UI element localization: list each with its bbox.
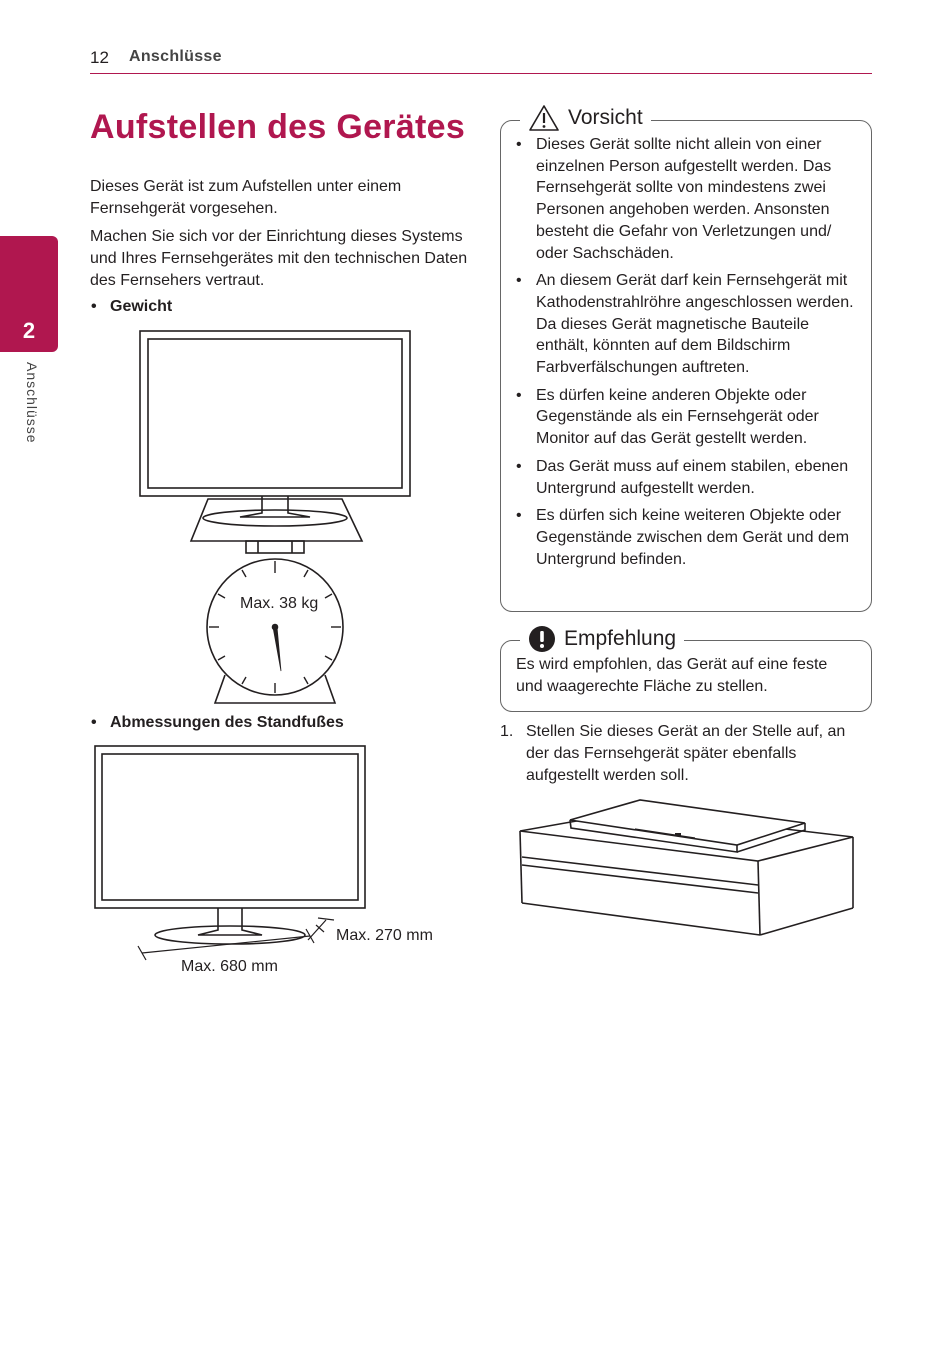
caution-item: • Es dürfen keine anderen Objekte oder Gegenstände als ein Fernsehgerät oder Monitor auf das Gerät gestellt werden. (516, 385, 860, 450)
recommendation-heading-group (520, 624, 684, 654)
bullet-stand-dimensions: • Abmessungen des Standfußes (91, 714, 344, 732)
tv-screen (102, 754, 358, 900)
side-tab-number: 2 (22, 318, 36, 343)
step-item (500, 721, 870, 787)
warning-triangle-icon (528, 104, 560, 132)
side-tab-label: Anschlüsse (24, 362, 40, 444)
step-number: 1. (500, 723, 514, 740)
caution-list (516, 134, 860, 576)
max-weight-label: Max. 38 kg (240, 595, 319, 612)
tv-on-scale-illustration (130, 325, 420, 710)
page-number: 12 (90, 48, 109, 67)
caution-item: • Es dürfen sich keine weiteren Objekte oder Gegenstände zwischen dem Gerät und dem Untergrund befinden. (516, 505, 860, 570)
tv-frame (140, 331, 410, 496)
step-text: Stellen Sie dieses Gerät an der Stelle auf, an der das Fernsehgerät später ebenfalls aufgestellt werden soll. (526, 723, 846, 784)
caution-item: • An diesem Gerät darf kein Fernsehgerät mit Kathodenstrahlröhre angeschlossen werden. Da dieses Gerät magnetische Bauteile enthält, könnten auf dem Bildschirm Farbverfälschungen auftreten. (516, 270, 860, 379)
intro-paragraph: Machen Sie sich vor der Einrichtung dieses Systems und Ihres Fernsehgerätes mit den technischen Daten des Fernsehers vertraut. (90, 228, 468, 289)
recommendation-text: Es wird empfohlen, das Gerät auf eine feste und waagerechte Fläche zu stellen. (516, 656, 828, 695)
max-depth-label: Max. 270 mm (336, 927, 433, 944)
header-rule (90, 73, 872, 74)
caution-heading: Vorsicht (568, 106, 643, 129)
device-on-furniture-illustration (515, 795, 860, 945)
intro-paragraph: Dieses Gerät ist zum Aufstellen unter einem Fernsehgerät vorgesehen. (90, 178, 402, 217)
caution-item: • Das Gerät muss auf einem stabilen, ebenen Untergrund aufgestellt werden. (516, 456, 860, 499)
section-title: Aufstellen des Gerätes (90, 108, 466, 146)
recommendation-heading: Empfehlung (564, 627, 677, 650)
caution-heading-group (520, 103, 651, 133)
max-width-label: Max. 680 mm (181, 958, 278, 975)
chapter-header: Anschlüsse (129, 48, 222, 65)
tv-frame (95, 746, 365, 908)
bullet-weight: • Gewicht (91, 298, 172, 316)
caution-item: • Dieses Gerät sollte nicht allein von einer einzelnen Person aufgestellt werden. Das Fernsehgerät sollte von mindestens zwei Personen angehoben werden. Ansonsten besteht die Gefahr von Verletzungen und/ oder Sachschäden. (516, 134, 860, 264)
tv-screen (148, 339, 402, 488)
exclamation-circle-icon (528, 625, 556, 653)
